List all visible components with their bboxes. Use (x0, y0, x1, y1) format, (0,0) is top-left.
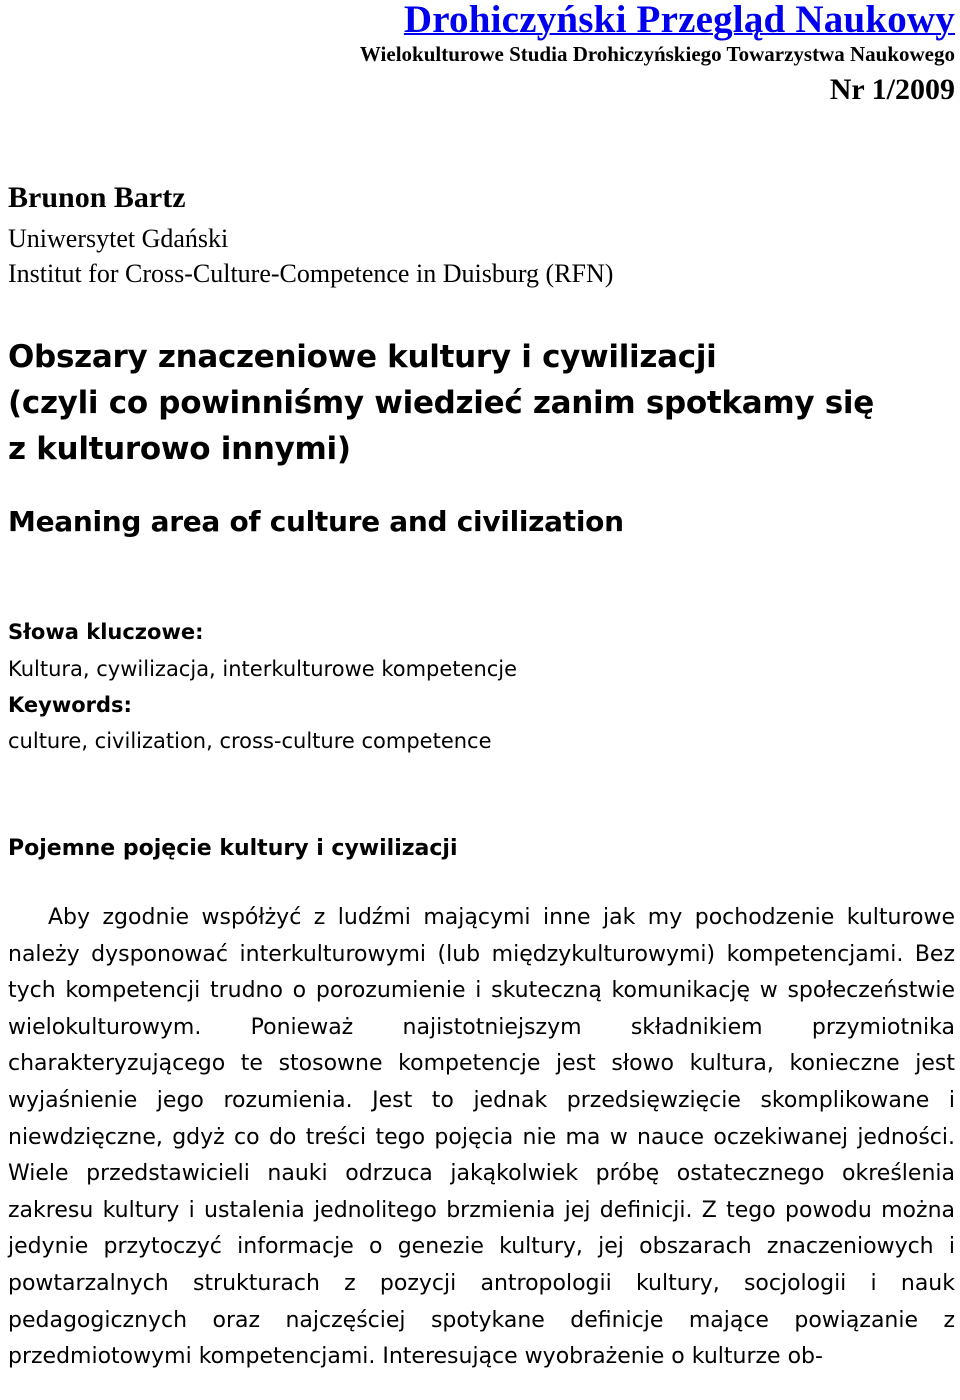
keywords-en-text: culture, civilization, cross-culture competence (8, 729, 492, 753)
journal-title[interactable]: Drohiczyński Przegląd Naukowy (403, 0, 955, 41)
section-heading: Pojemne pojęcie kultury i cywilizacji (8, 836, 458, 861)
article-title-en: Meaning area of culture and civilization (8, 505, 624, 538)
author-affiliation-2: Institut for Cross-Culture-Competence in Duisburg (RFN) (8, 259, 614, 288)
article-title-pl (8, 334, 874, 472)
keywords-pl-text: Kultura, cywilizacja, interkulturowe kompetencje (8, 657, 518, 681)
keywords-pl-label: Słowa kluczowe: (8, 620, 204, 644)
journal-subtitle: Wielokulturowe Studia Drohiczyńskiego Towarzystwa Naukowego (359, 42, 955, 66)
article-title-pl-line-2: (czyli co powinniśmy wiedzieć zanim spotkamy się (8, 385, 874, 421)
issue-number: Nr 1/2009 (829, 73, 955, 106)
body-paragraph: Aby zgodnie współżyć z ludźmi mającymi inne jak my pochodzenie kulturowe należy dysponować interkulturowymi (lub międzykulturowymi) kompetencjami. Bez tych kompetencji trudno o porozumienie i skuteczną komunikację w społeczeństwie wielokulturowym. Ponieważ najistotniejszym składnikiem przymiotnika charakteryzującego te stosowne kompetencje jest słowo kultura, konieczne jest wyjaśnienie jego rozumienia. Jest to jednak przedsięwzięcie skomplikowane i niewdzięczne, gdyż co do treści tego pojęcia nie ma w nauce oczekiwanej jedności. Wiele przedstawicieli nauki odrzuca jakąkolwiek próbę ostatecznego określenia zakresu kultury i ustalenia jednolitego brzmienia jej definicji. Z tego powodu można jedynie przytoczyć informacje o genezie kultury, jej obszarach znaczeniowych i powtarzalnych strukturach z pozycji antropologii kultury, socjologii i nauk pedagogicznych oraz najczęściej spotykane definicje mające powiązanie z przedmiotowymi kompetencjami. Interesujące wyobrażenie o kulturze ob- (8, 905, 955, 1370)
article-title-pl-line-1: Obszary znaczeniowe kultury i cywilizacji (8, 339, 717, 375)
author-affiliation-1: Uniwersytet Gdański (8, 224, 229, 253)
keywords-en-label: Keywords: (8, 693, 132, 717)
article-title-pl-line-3: z kulturowo innymi) (8, 431, 351, 467)
author-name: Brunon Bartz (8, 181, 186, 214)
